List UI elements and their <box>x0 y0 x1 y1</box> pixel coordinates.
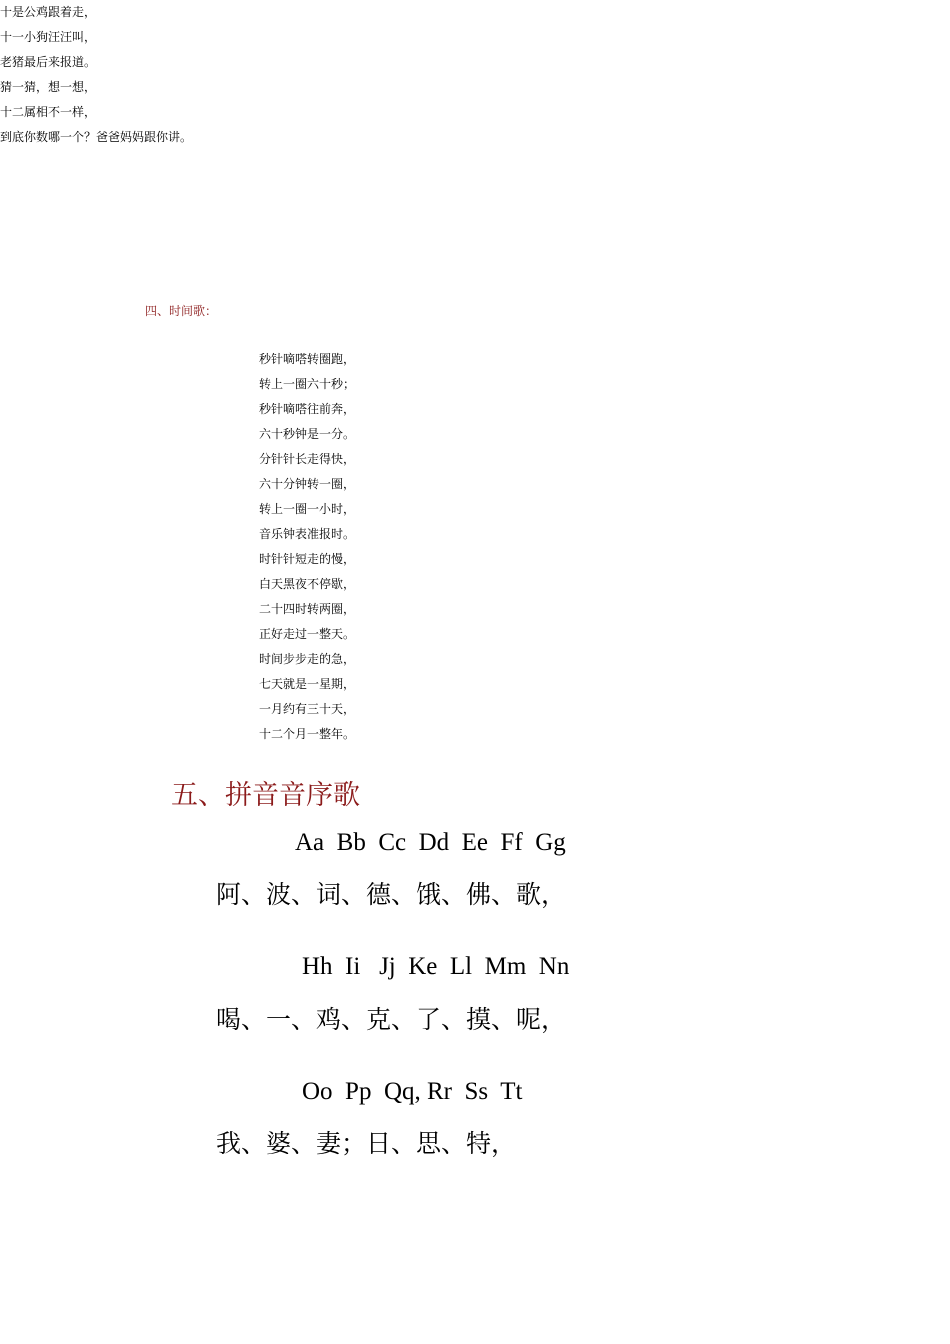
section-heading-time-song: 四、时间歌： <box>145 304 218 318</box>
verse-line: 时间步步走的急， <box>259 652 356 666</box>
pinyin-letters-line-3: Oo Pp Qq, Rr Ss Tt <box>302 1078 523 1105</box>
verse-line: 六十分钟转一圈， <box>259 477 356 491</box>
verse-line: 转上一圈一小时， <box>259 502 356 516</box>
verse-line: 七天就是一星期， <box>259 677 356 691</box>
verse-line: 到底你数哪一个？爸爸妈妈跟你讲。 <box>0 130 193 144</box>
pinyin-chinese-line-2: 喝、一、鸡、克、了、摸、呢， <box>216 1005 567 1034</box>
verse-line: 正好走过一整天。 <box>259 627 356 641</box>
verse-line: 转上一圈六十秒； <box>259 377 356 391</box>
verse-line: 秒针嘀嗒转圈跑， <box>259 352 356 366</box>
zodiac-song-lines <box>0 0 950 150</box>
pinyin-letters-line-2: Hh Ii Jj Ke Ll Mm Nn <box>302 953 570 980</box>
pinyin-letters-line-1: Aa Bb Cc Dd Ee Ff Gg <box>295 829 566 856</box>
verse-line: 老猪最后来报道。 <box>0 55 97 69</box>
section-heading-pinyin-song: 五、拼音音序歌 <box>171 780 360 811</box>
verse-line: 秒针嘀嗒往前奔， <box>259 402 356 416</box>
verse-line: 十二属相不一样， <box>0 105 97 119</box>
verse-line: 十是公鸡跟着走， <box>0 5 97 19</box>
verse-line: 十二个月一整年。 <box>259 727 356 741</box>
verse-line: 白天黑夜不停歇， <box>259 577 356 591</box>
verse-line: 一月约有三十天， <box>259 702 356 716</box>
time-song-lines <box>259 347 355 747</box>
verse-line: 六十秒钟是一分。 <box>259 427 356 441</box>
verse-line: 二十四时转两圈， <box>259 602 356 616</box>
verse-line: 猜一猜，想一想， <box>0 80 97 94</box>
verse-line: 十一小狗汪汪叫， <box>0 30 97 44</box>
verse-line: 音乐钟表准报时。 <box>259 527 356 541</box>
verse-line: 分针针长走得快， <box>259 452 356 466</box>
pinyin-chinese-line-1: 阿、波、词、德、饿、佛、歌， <box>216 880 567 909</box>
verse-line: 时针针短走的慢， <box>259 552 356 566</box>
pinyin-chinese-line-3: 我、婆、妻；日、思、特， <box>216 1129 517 1158</box>
